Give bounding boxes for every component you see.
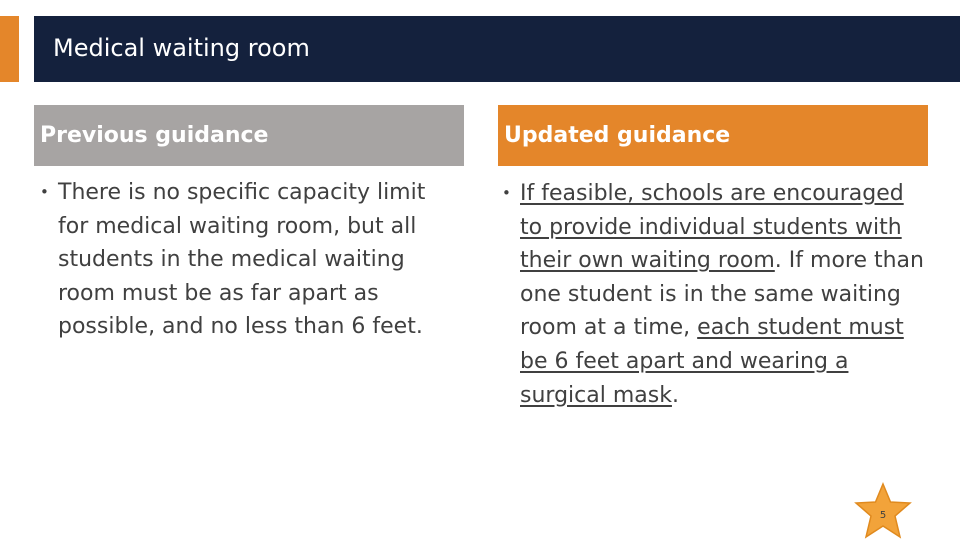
updated-guidance-header: Updated guidance [498, 105, 928, 166]
previous-guidance-header: Previous guidance [34, 105, 464, 166]
page-number-star-icon [852, 482, 914, 540]
previous-guidance-bullet [40, 176, 455, 344]
page-number: 5 [879, 510, 887, 521]
updated-guidance-bullet [502, 177, 927, 412]
title-accent-bar [0, 16, 19, 82]
title-bar [34, 16, 960, 82]
updated-guidance-content [502, 177, 927, 412]
updated-guidance-text [520, 177, 927, 412]
updated-text-plain-1: . If more than one student is in the same waiting room at a time, [520, 248, 924, 341]
slide-title: Medical waiting room [53, 34, 310, 62]
bullet-marker: • [502, 184, 511, 202]
updated-text-underlined-1: If feasible, schools are encouraged to provide individual students with their own waiting room [520, 181, 904, 274]
bullet-marker: • [40, 183, 49, 201]
updated-text-underlined-2: each student must be 6 feet apart and wearing a surgical mask [520, 315, 904, 408]
previous-guidance-text: There is no specific capacity limit for medical waiting room, but all students in the medical waiting room must be as far apart as possible, and no less than 6 feet. [58, 180, 426, 340]
previous-guidance-content [40, 176, 455, 344]
updated-text-plain-2: . [671, 382, 679, 408]
